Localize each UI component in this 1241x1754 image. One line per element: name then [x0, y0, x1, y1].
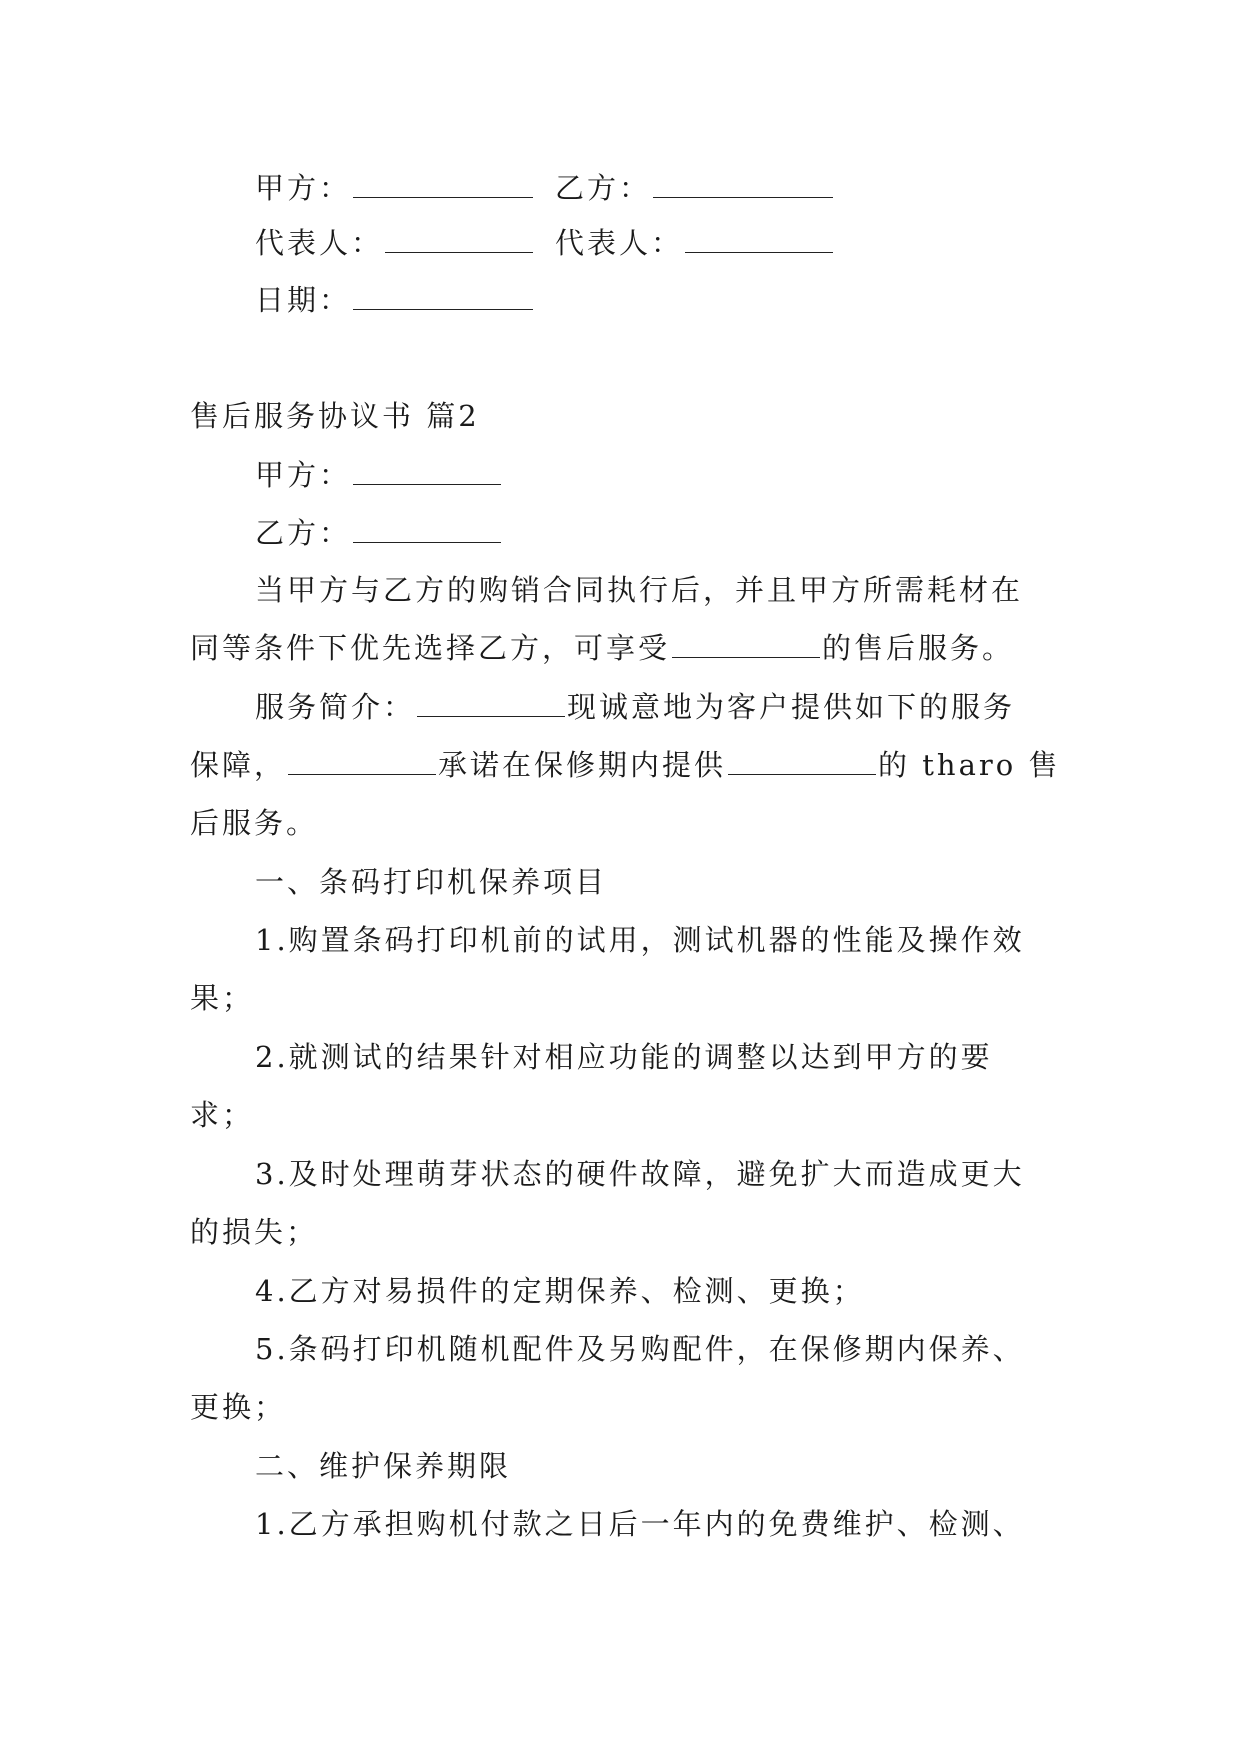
intro-text-b: 的售后服务。	[822, 631, 1015, 665]
party-b-blank	[653, 175, 833, 198]
item1-3: 3.及时处理萌芽状态的硬件故障，避免扩大而造成更大	[255, 1157, 1025, 1191]
item1-5-cont: 更换；	[190, 1390, 287, 1424]
rep-b-label: 代表人：	[555, 226, 684, 260]
s2-party-b-blank	[353, 520, 501, 543]
intro-line-2	[190, 628, 1014, 668]
item1-3-cont: 的损失；	[190, 1215, 319, 1249]
date-blank	[353, 287, 533, 310]
service-text-e: 的 tharo 售	[878, 748, 1061, 782]
item1-4: 4.乙方对易损件的定期保养、检测、更换；	[255, 1274, 865, 1308]
s2-party-b-label: 乙方：	[255, 516, 352, 550]
service-level-blank	[672, 635, 820, 658]
date-label: 日期：	[255, 283, 352, 317]
section-title: 售后服务协议书 篇2	[190, 399, 480, 433]
rep-a-label: 代表人：	[255, 226, 384, 260]
service-line-3: 后服务。	[190, 806, 319, 840]
item1-2: 2.就测试的结果针对相应功能的调整以达到甲方的要	[255, 1040, 993, 1074]
s2-party-a	[255, 455, 503, 495]
service-line-1	[255, 687, 1015, 727]
item1-2-cont: 求；	[190, 1098, 255, 1132]
item1-5: 5.条码打印机随机配件及另购配件，在保修期内保养、	[255, 1332, 1025, 1366]
date-signature	[255, 280, 535, 320]
rep-b-signature	[555, 223, 835, 263]
rep-a-signature	[255, 223, 535, 263]
heading-maintenance-items: 一、条码打印机保养项目	[255, 865, 608, 899]
party-a-label: 甲方：	[255, 171, 352, 205]
party-b-signature	[555, 168, 835, 208]
intro-text-a: 同等条件下优先选择乙方，可享受	[190, 631, 671, 665]
item1-1-cont: 果；	[190, 981, 255, 1015]
company-blank-1	[417, 694, 565, 717]
service-text-b: 现诚意地为客户提供如下的服务	[567, 690, 1016, 724]
party-b-label: 乙方：	[555, 171, 652, 205]
rep-a-blank	[385, 230, 533, 253]
heading-maintenance-period: 二、维护保养期限	[255, 1449, 512, 1483]
service-line-2	[190, 745, 1060, 785]
item1-1: 1.购置条码打印机前的试用，测试机器的性能及操作效	[255, 923, 1025, 957]
party-a-blank	[353, 175, 533, 198]
company-blank-2	[288, 752, 436, 775]
s2-party-a-label: 甲方：	[255, 458, 352, 492]
service-label: 服务简介：	[255, 690, 416, 724]
intro-line-1: 当甲方与乙方的购销合同执行后，并且甲方所需耗材在	[255, 573, 1024, 607]
s2-party-a-blank	[353, 462, 501, 485]
s2-party-b	[255, 513, 503, 553]
party-a-signature	[255, 168, 535, 208]
service-blank	[728, 752, 876, 775]
item2-1: 1.乙方承担购机付款之日后一年内的免费维护、检测、	[255, 1507, 1025, 1541]
service-text-c: 保障，	[190, 748, 287, 782]
service-text-d: 承诺在保修期内提供	[438, 748, 727, 782]
rep-b-blank	[685, 230, 833, 253]
